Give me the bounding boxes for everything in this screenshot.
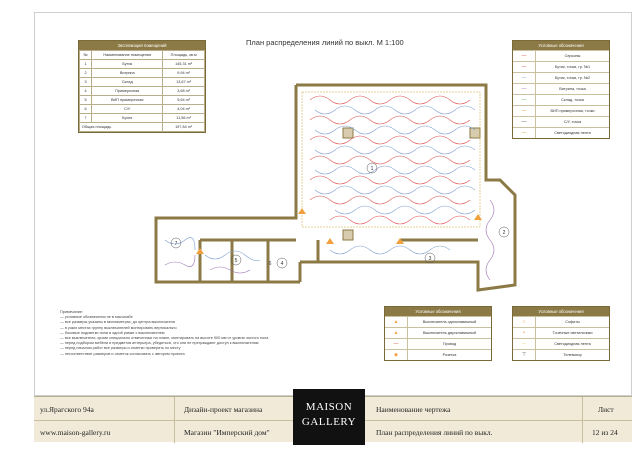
- legend-item: ⊤ Телевизор: [513, 349, 609, 360]
- line-icon: —: [521, 53, 527, 59]
- wire-group-1: [310, 96, 470, 224]
- legend-item: ▲ Выключатель одноклавишный: [385, 316, 491, 327]
- line-icon: —: [521, 86, 527, 92]
- table-row: 2 Витрина 9,94 m²: [80, 69, 205, 78]
- legend-right: Условные обозначения ○ Софиты • Точечные светильники ┄ Светодиодная лента ⊤ Телевизор: [512, 306, 610, 361]
- point-light-icon: •: [523, 330, 525, 336]
- legend-item: — Склад, точка: [513, 94, 609, 105]
- room-number: 7: [174, 241, 178, 247]
- wire-group-2: [165, 106, 475, 261]
- website[interactable]: www.maison-gallery.ru: [40, 428, 111, 437]
- led-icon: ┄: [522, 341, 526, 347]
- explication-header: Экспликация помещений: [79, 41, 205, 50]
- legend-item: ▲ Выключатель двухклавишный: [385, 327, 491, 338]
- tv-icon: ⊤: [521, 352, 527, 358]
- legend-item: — Витрина, точка: [513, 83, 609, 94]
- sheet-number: 12 из 24: [592, 428, 618, 437]
- line-icon: —: [521, 75, 527, 81]
- switches: [196, 208, 482, 254]
- address: ул.Ярагского 94а: [40, 405, 94, 414]
- table-row: 7 Кухня 11,56 m²: [80, 114, 205, 123]
- room-markers: [171, 163, 509, 268]
- room-number: 3: [428, 256, 432, 262]
- switch-double-icon: ▲: [393, 330, 399, 336]
- legend-item: — Светодиодная лента: [513, 127, 609, 138]
- shop-name: Магазин "Имперский дом": [184, 428, 270, 437]
- total-row: Общая площадь 197,84 m²: [80, 123, 205, 132]
- legend-item: — Серьяны: [513, 50, 609, 61]
- spotlight-icon: ○: [522, 319, 526, 325]
- legend-item: — Бутик, точки, гр. №1: [513, 61, 609, 72]
- legend-item: — Провод: [385, 338, 491, 349]
- col-num: №: [80, 51, 92, 60]
- project-name: Дизайн-проект магазина: [184, 405, 263, 414]
- legend-item: — ВИП примерочная, точки: [513, 105, 609, 116]
- room-number: 2: [502, 230, 506, 236]
- drawing-title: План распределения линий по выкл. М 1:100: [246, 38, 404, 47]
- legend-item: — Бутик, точки, гр. №2: [513, 72, 609, 83]
- socket-icon: ◆: [394, 352, 398, 358]
- legend-switches: Условные обозначения ▲ Выключатель одноклавишный ▲ Выключатель двухклавишный — Провод ◆ Розетка: [384, 306, 492, 361]
- drawing-label: Наименование чертежа: [376, 405, 451, 414]
- legend-item: ○ Софиты: [513, 316, 609, 327]
- title-block: [34, 396, 632, 442]
- drawing-name: План распределения линий по выкл.: [376, 428, 493, 437]
- table-row: 4 Примерочная 3,68 m²: [80, 87, 205, 96]
- legend-item: — С/У, точка: [513, 116, 609, 127]
- sheet-label: Лист: [598, 405, 614, 414]
- table-row: 6 С/У 4,04 m²: [80, 105, 205, 114]
- wire-icon: —: [393, 341, 399, 347]
- table-row: 3 Склад 13,67 m²: [80, 78, 205, 87]
- maison-gallery-logo: MAISON GALLERY: [293, 389, 365, 445]
- line-icon: —: [521, 108, 527, 114]
- col-area: Площадь, кв.м: [163, 51, 205, 60]
- room-number: 6: [268, 261, 272, 267]
- legend-top-header: Условные обозначения: [513, 41, 609, 50]
- line-icon: —: [521, 119, 527, 125]
- legend-item: ◆ Розетка: [385, 349, 491, 360]
- room-number: 5: [234, 258, 238, 264]
- room-number: 1: [370, 166, 374, 172]
- walls: [156, 85, 515, 290]
- legend-item: • Точечные светильники: [513, 327, 609, 338]
- notes: Примечание: — условные обозначения не в масштабе — все размеры указаны в миллиметрах, до центра выключателя — в узких местах группу выключателей монтировать вертикально — боковые подсветки пола в одной рамке с выключателем — все выключатели, кроме специально отмеченных на плане, монтировать на высоте 900 мм от уровня чистого пола — перед подбором мебели и предметов интерьера, убедиться, что они не преграждают доступ к выключателям — перед началом работ все размеры и отметки проверить по месту — несоответствие размеров и отметок согласовать с автором проекта: [60, 310, 269, 356]
- line-icon: —: [521, 130, 527, 136]
- room-number: 4: [280, 261, 284, 267]
- table-row: 5 ВИП примерочная 9,64 m²: [80, 96, 205, 105]
- switch-icon: ▲: [393, 319, 399, 325]
- col-name: Наименование помещения: [92, 51, 163, 60]
- line-icon: —: [521, 64, 527, 70]
- line-icon: —: [521, 97, 527, 103]
- legend-item: ┄ Светодиодная лента: [513, 338, 609, 349]
- table-row: 1 Бутик 145,31 m²: [80, 60, 205, 69]
